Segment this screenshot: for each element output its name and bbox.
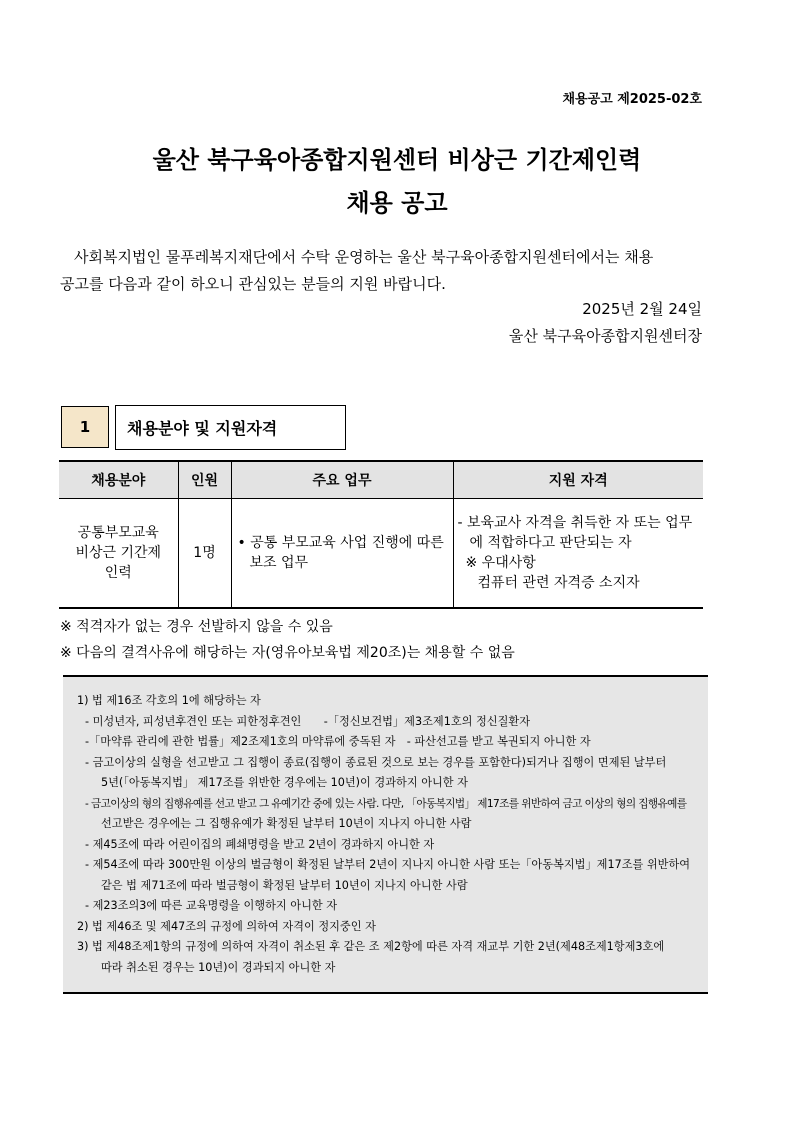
field-line: 공통부모교육 — [77, 525, 159, 541]
disq-line: - 금고이상의 형의 집행유예를 선고 받고 그 유예기간 중에 있는 사람. 다만, 「아동복지법」 제17조를 위반하여 금고 이상의 형의 집행유예를 — [85, 797, 687, 810]
header-qualification: 지원 자격 — [453, 461, 703, 499]
preference-text: 컴퓨터 관련 자격증 소지자 — [477, 575, 640, 591]
section-title: 채용분야 및 지원자격 — [115, 405, 346, 450]
table-header-row — [59, 461, 703, 499]
signature: 울산 북구육아종합지원센터장 — [508, 327, 702, 345]
page-subtitle: 채용 공고 — [346, 189, 448, 217]
disq-line: 2) 법 제46조 및 제47조의 규정에 의하여 자격이 정지중인 자 — [77, 919, 376, 933]
header-duty: 주요 업무 — [231, 461, 453, 499]
recruitment-table — [59, 460, 703, 609]
disq-line: 1) 법 제16조 각호의 1에 해당하는 자 — [77, 694, 261, 707]
disq-line: 선고받은 경우에는 그 집행유예가 확정된 날부터 10년이 지나지 아니한 사람 — [101, 817, 472, 830]
qualification-text: - 보육교사 자격을 취득한 자 또는 업무에 적합하다고 판단되는 자 — [457, 515, 693, 551]
disq-line: 따라 취소된 경우는 10년)이 경과되지 아니한 자 — [101, 960, 336, 974]
disq-line: - 제23조의3에 따른 교육명령을 이행하지 아니한 자 — [85, 899, 338, 912]
header-field: 채용분야 — [59, 461, 178, 499]
disq-line: -「마약류 관리에 관한 법률」제2조제1호의 마약류에 중독된 자 - 파산선고를 받고 복권되지 아니한 자 — [85, 735, 591, 748]
duty-text: • 공통 부모교육 사업 진행에 따른 보조 업무 — [237, 535, 444, 571]
disq-line: - 금고이상의 실형을 선고받고 그 집행이 종료(집행이 종료된 것으로 보는 경우를 포함한다)되거나 집행이 면제된 날부터 — [85, 755, 667, 769]
disq-line: - 제54조에 따라 300만원 이상의 벌금형이 확정된 날부터 2년이 지나지 아니한 사람 또는「아동복지법」제17조를 위반하여 — [85, 858, 691, 871]
page-title: 울산 북구육아종합지원센터 비상근 기간제인력 — [152, 146, 642, 174]
intro-line-1: 사회복지법인 물푸레복지재단에서 수탁 운영하는 울산 북구육아종합지원센터에서는 채용 — [74, 248, 654, 266]
notice-date: 2025년 2월 24일 — [582, 300, 702, 318]
field-line: 인력 — [104, 565, 132, 581]
preference-label: ※ 우대사항 — [465, 555, 536, 571]
intro-paragraph — [60, 244, 704, 298]
disq-line: - 미성년자, 피성년후견인 또는 피한정후견인 -「정신보건법」제3조제1호의 정신질환자 — [85, 714, 531, 728]
cell-field — [59, 499, 178, 609]
disq-line: 같은 법 제71조에 따라 벌금형이 확정된 날부터 10년이 지나지 아니한 사람 — [101, 878, 468, 892]
disq-line: 3) 법 제48조제1항의 규정에 의하여 자격이 취소된 후 같은 조 제2항에 따른 자격 재교부 기한 2년(제48조제1항제3호에 — [77, 940, 665, 953]
field-line: 비상근 기간제 — [75, 545, 162, 561]
cell-duty — [231, 499, 453, 609]
header-count: 인원 — [178, 461, 231, 499]
disq-line: 5년(「아동복지법」 제17조를 위반한 경우에는 10년)이 경과하지 아니한 자 — [101, 776, 468, 789]
intro-line-2: 공고를 다음과 같이 하오니 관심있는 분들의 지원 바랍니다. — [60, 275, 446, 293]
disq-line: - 제45조에 따라 어린이집의 폐쇄명령을 받고 2년이 경과하지 아니한 자 — [85, 837, 435, 851]
cell-qualification — [453, 499, 703, 609]
disqualification-box — [63, 675, 708, 994]
section-number: 1 — [61, 406, 109, 448]
note-disqualification: ※ 다음의 결격사유에 해당하는 자(영유아보육법 제20조)는 채용할 수 없음 — [60, 645, 515, 661]
cell-count: 1명 — [178, 499, 231, 609]
note-no-selection: ※ 적격자가 없는 경우 선발하지 않을 수 있음 — [60, 619, 333, 635]
table-row — [59, 499, 703, 609]
notice-number: 채용공고 제2025-02호 — [562, 92, 702, 107]
